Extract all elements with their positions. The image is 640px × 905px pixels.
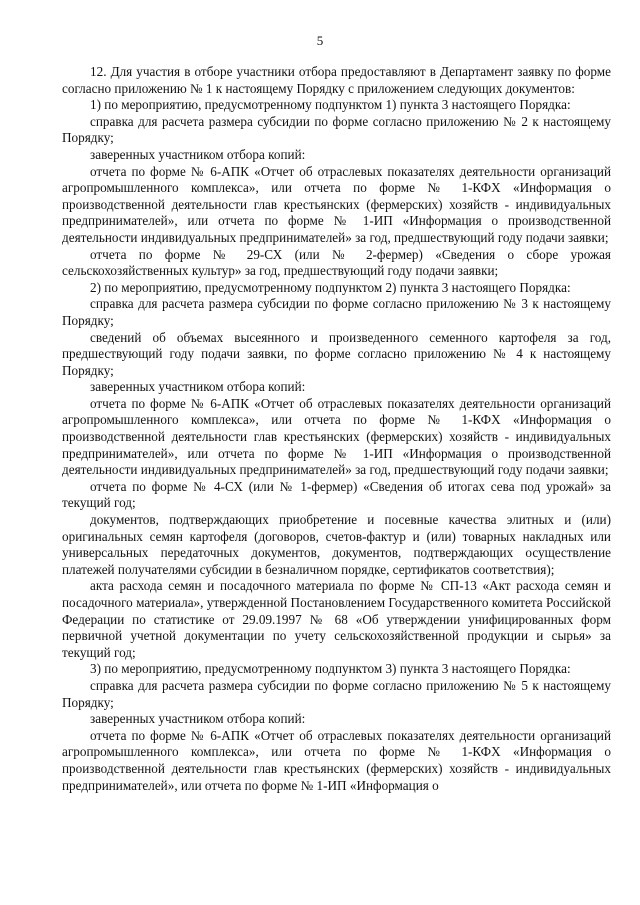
paragraph: справка для расчета размера субсидии по форме согласно приложению № 5 к настоящему Порядку; xyxy=(62,677,611,710)
document-body xyxy=(62,64,611,794)
paragraph: сведений об объемах высеянного и произведенного семенного картофеля за год, предшествующий году подачи заявки, по форме согласно приложению № 4 к настоящему Порядку; xyxy=(62,329,611,378)
paragraph: заверенных участником отбора копий: xyxy=(90,146,306,162)
paragraph: отчета по форме № 4-СХ (или № 1-фермер) «Сведения об итогах сева под урожай» за текущий год; xyxy=(62,478,611,511)
paragraph: документов, подтверждающих приобретение и посевные качества элитных и (или) оригинальных семян картофеля (договоров, счетов-фактур и (или) товарных накладных или универсальных передаточных документов, документов, подтверждающих осуществление платежей получателями субсидии в безналичном порядке, сертификатов соответствия); xyxy=(62,512,611,577)
paragraph: 2) по мероприятию, предусмотренному подпунктом 2) пункта 3 настоящего Порядка: xyxy=(90,279,571,295)
paragraph: отчета по форме № 29-СХ (или № 2-фермер) «Сведения о сборе урожая сельскохозяйственных культур» за год, предшествующий году подачи заявки; xyxy=(62,246,611,279)
paragraph: акта расхода семян и посадочного материала по форме № СП-13 «Акт расхода семян и посадочного материала», утвержденной Постановлением Государственного комитета Российской Федерации по статистике от 29.09.1997 № 68 «Об утверждении унифицированных форм первичной учетной документации по учету сельскохозяйственной продукции и сырья» за текущий год; xyxy=(62,578,611,660)
paragraph: 12. Для участия в отборе участники отбора предоставляют в Департамент заявку по форме согласно приложению № 1 к настоящему Порядку с приложением следующих документов: xyxy=(62,64,611,96)
paragraph: отчета по форме № 6-АПК «Отчет об отраслевых показателях деятельности организаций агропромышленного комплекса», или отчета по форме № 1-КФХ «Информация о производственной деятельности глав крестьянских (фермерских) хозяйств - индивидуальных предпринимателей», или отчета по форме № 1-ИП «Информация о производственной деятельности индивидуальных предпринимателей» за год, предшествующий году подачи заявки; xyxy=(62,163,611,245)
paragraph: отчета по форме № 6-АПК «Отчет об отраслевых показателях деятельности организаций агропромышленного комплекса», или отчета по форме № 1-КФХ «Информация о производственной деятельности глав крестьянских (фермерских) хозяйств - индивидуальных предпринимателей», или отчета по форме № 1-ИП «Информация о производственной деятельности индивидуальных предпринимателей» за год, предшествующий году подачи заявки; xyxy=(62,395,611,478)
paragraph: справка для расчета размера субсидии по форме согласно приложению № 2 к настоящему Порядку; xyxy=(62,113,611,146)
paragraph: отчета по форме № 6-АПК «Отчет об отраслевых показателях деятельности организаций агропромышленного комплекса», или отчета по форме № 1-КФХ «Информация о производственной деятельности глав крестьянских (фермерских) хозяйств - индивидуальных предпринимателей», или отчета по форме № 1-ИП «Информация о xyxy=(62,727,611,793)
paragraph: справка для расчета размера субсидии по форме согласно приложению № 3 к настоящему Порядку; xyxy=(62,296,611,328)
page-number: 5 xyxy=(316,33,324,48)
paragraph: заверенных участником отбора копий: xyxy=(90,711,306,727)
paragraph: 3) по мероприятию, предусмотренному подпунктом 3) пункта 3 настоящего Порядка: xyxy=(90,661,571,677)
paragraph: заверенных участником отбора копий: xyxy=(90,379,306,395)
paragraph: 1) по мероприятию, предусмотренному подпунктом 1) пункта 3 настоящего Порядка: xyxy=(90,97,571,113)
